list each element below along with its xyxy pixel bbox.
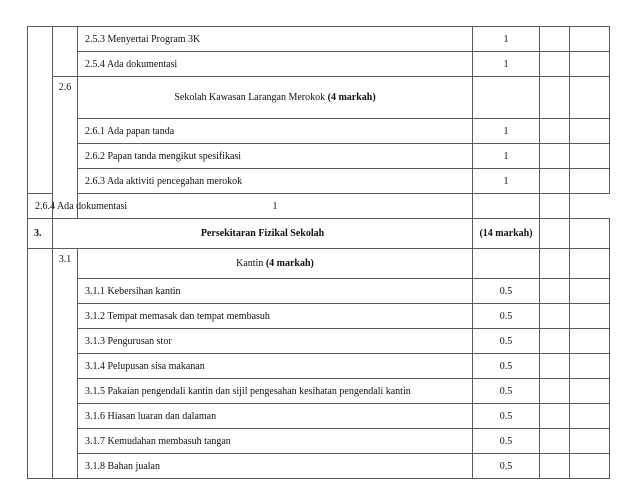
remarks-cell-empty bbox=[540, 194, 570, 219]
table-row bbox=[28, 404, 610, 429]
remarks-cell-empty bbox=[570, 27, 610, 52]
score-cell-empty bbox=[540, 404, 570, 429]
item-score: 0.5 bbox=[473, 454, 540, 479]
table-row bbox=[28, 354, 610, 379]
score-cell-empty bbox=[540, 144, 570, 169]
table-row bbox=[28, 52, 610, 77]
subsection-title: Kantin bbox=[236, 258, 264, 269]
remarks-cell-empty bbox=[570, 379, 610, 404]
item-label: 3.1.1 Kebersihan kantin bbox=[78, 279, 473, 304]
score-cell-empty bbox=[540, 27, 570, 52]
item-score: 1 bbox=[78, 194, 473, 219]
table-row bbox=[28, 194, 610, 219]
remarks-cell-empty bbox=[570, 429, 610, 454]
subsection-2-6-title-cell bbox=[78, 77, 473, 119]
item-score: 0.5 bbox=[473, 279, 540, 304]
subsection-marks: (4 markah) bbox=[327, 92, 376, 103]
item-score: 0.5 bbox=[473, 304, 540, 329]
item-score: 0.5 bbox=[473, 404, 540, 429]
remarks-cell-empty bbox=[570, 52, 610, 77]
table-row bbox=[28, 279, 610, 304]
item-label: 2.6.3 Ada aktiviti pencegahan merokok bbox=[78, 169, 473, 194]
score-cell-empty bbox=[540, 379, 570, 404]
item-label: 3.1.5 Pakaian pengendali kantin dan sijil pengesahan kesihatan pengendali kantin bbox=[78, 379, 473, 404]
score-cell-empty bbox=[540, 169, 570, 194]
item-label: 2.6.2 Papan tanda mengikut spesifikasi bbox=[78, 144, 473, 169]
item-score: 1 bbox=[473, 119, 540, 144]
section-header-row bbox=[28, 219, 610, 249]
item-label: 3.1.7 Kemudahan membasuh tangan bbox=[78, 429, 473, 454]
score-cell-empty bbox=[540, 52, 570, 77]
subsection-2-6-number: 2.6 bbox=[53, 77, 78, 219]
item-label: 3.1.6 Hiasan luaran dan dalaman bbox=[78, 404, 473, 429]
score-cell-empty bbox=[473, 77, 540, 119]
item-label: 2.5.3 Menyertai Program 3K bbox=[78, 27, 473, 52]
item-score: 1 bbox=[473, 27, 540, 52]
score-cell-empty bbox=[540, 219, 570, 249]
score-cell-empty bbox=[540, 249, 570, 279]
remarks-cell-empty bbox=[570, 304, 610, 329]
item-score: 1 bbox=[473, 169, 540, 194]
section-3-marks: (14 markah) bbox=[473, 219, 540, 249]
score-cell-empty bbox=[540, 329, 570, 354]
subsection-3-1-number: 3.1 bbox=[53, 249, 78, 479]
item-score: 0.5 bbox=[473, 379, 540, 404]
score-cell-empty bbox=[540, 77, 570, 119]
table-row bbox=[28, 119, 610, 144]
subsection-marks: (4 markah) bbox=[265, 258, 314, 269]
item-label: 3.1.4 Pelupusan sisa makanan bbox=[78, 354, 473, 379]
remarks-cell-empty bbox=[570, 219, 610, 249]
score-cell-empty bbox=[540, 304, 570, 329]
item-score: 0.5 bbox=[473, 429, 540, 454]
section-2-number-cell bbox=[28, 27, 53, 194]
subsection-2-5-number-cell bbox=[53, 27, 78, 77]
table-row bbox=[28, 329, 610, 354]
table-row bbox=[28, 169, 610, 194]
section-3-number-cell bbox=[28, 249, 53, 479]
score-cell-empty bbox=[540, 429, 570, 454]
subsection-title: Sekolah Kawasan Larangan Merokok bbox=[174, 92, 326, 103]
remarks-cell-empty bbox=[570, 354, 610, 379]
assessment-table bbox=[27, 26, 610, 479]
table-row bbox=[28, 27, 610, 52]
table-row bbox=[28, 144, 610, 169]
item-label: 2.5.4 Ada dokumentasi bbox=[78, 52, 473, 77]
score-cell-empty bbox=[540, 119, 570, 144]
item-label: 3.1.2 Tempat memasak dan tempat membasuh bbox=[78, 304, 473, 329]
subsection-3-1-title-cell bbox=[78, 249, 473, 279]
remarks-cell-empty bbox=[570, 279, 610, 304]
item-label: 3.1.3 Pengurusan stor bbox=[78, 329, 473, 354]
remarks-cell-empty bbox=[570, 404, 610, 429]
score-cell-empty bbox=[473, 249, 540, 279]
table-row bbox=[28, 304, 610, 329]
item-score: 1 bbox=[473, 52, 540, 77]
remarks-cell-empty bbox=[570, 77, 610, 119]
item-label: 2.6.1 Ada papan tanda bbox=[78, 119, 473, 144]
item-label: 3.1.8 Bahan jualan bbox=[78, 454, 473, 479]
item-score: 1 bbox=[473, 144, 540, 169]
section-3-title: Persekitaran Fizikal Sekolah bbox=[53, 219, 473, 249]
item-score: 0.5 bbox=[473, 354, 540, 379]
table-row bbox=[28, 454, 610, 479]
remarks-cell-empty bbox=[570, 169, 610, 194]
remarks-cell-empty bbox=[570, 119, 610, 144]
subsection-header-row bbox=[28, 249, 610, 279]
item-score: 0.5 bbox=[473, 329, 540, 354]
score-cell-empty bbox=[540, 279, 570, 304]
score-cell-empty bbox=[540, 454, 570, 479]
table-row bbox=[28, 429, 610, 454]
score-cell-empty bbox=[473, 194, 540, 219]
table-row bbox=[28, 379, 610, 404]
remarks-cell-empty bbox=[570, 454, 610, 479]
remarks-cell-empty bbox=[570, 329, 610, 354]
section-3-number: 3. bbox=[28, 219, 53, 249]
remarks-cell-empty bbox=[570, 249, 610, 279]
score-cell-empty bbox=[540, 354, 570, 379]
item-label: 2.6.4 Ada dokumentasi bbox=[28, 194, 53, 219]
subsection-header-row bbox=[28, 77, 610, 119]
remarks-cell-empty bbox=[570, 144, 610, 169]
